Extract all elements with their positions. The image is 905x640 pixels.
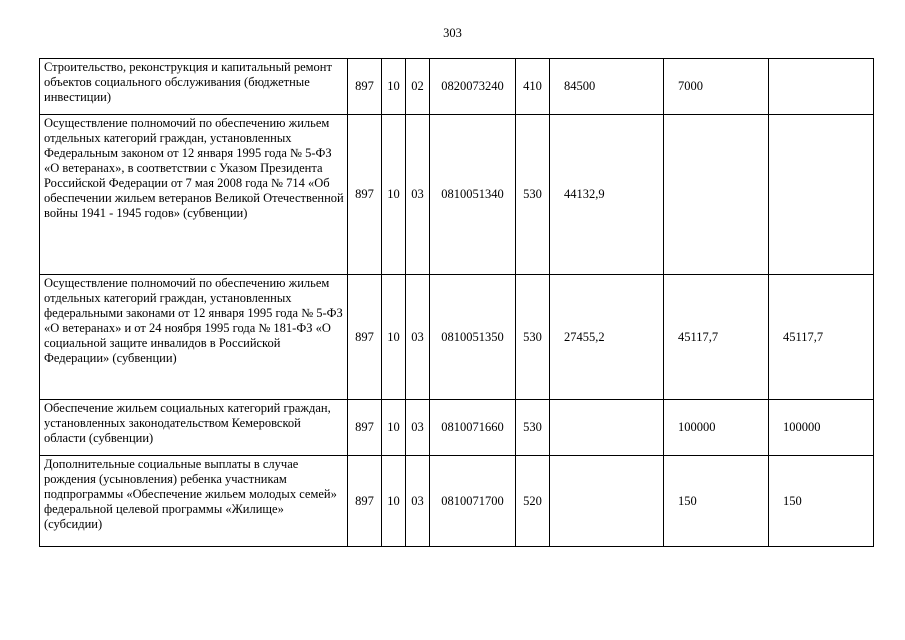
section-code: 10	[382, 400, 406, 456]
amount-3	[769, 115, 874, 275]
amount-1	[550, 456, 664, 547]
ministry-code: 897	[348, 275, 382, 400]
expense-type-code: 530	[516, 115, 550, 275]
amount-3	[769, 59, 874, 115]
subsection-code: 03	[406, 400, 430, 456]
page-number: 303	[443, 26, 462, 40]
amount-2: 45117,7	[664, 275, 769, 400]
expense-type-code: 520	[516, 456, 550, 547]
section-code: 10	[382, 115, 406, 275]
amount-1: 27455,2	[550, 275, 664, 400]
amount-1: 84500	[550, 59, 664, 115]
amount-2: 150	[664, 456, 769, 547]
target-article-code: 0810051340	[430, 115, 516, 275]
expense-type-code: 530	[516, 400, 550, 456]
row-description: Дополнительные социальные выплаты в случае рождения (усыновления) ребенка участникам подпрограммы «Обеспечение жильем молодых семей» федеральной целевой программы «Жилище» (субсидии)	[40, 456, 348, 547]
section-code: 10	[382, 275, 406, 400]
target-article-code: 0810071700	[430, 456, 516, 547]
row-description: Осуществление полномочий по обеспечению жильем отдельных категорий граждан, установленных Федеральным законом от 12 января 1995 года № 5-ФЗ «О ветеранах», в соответствии с Указом Президента Российской Федерации от 7 мая 2008 года № 714 «Об обеспечении жильем ветеранов Великой Отечественной войны 1941 - 1945 годов» (субвенции)	[40, 115, 348, 275]
row-description: Осуществление полномочий по обеспечению жильем отдельных категорий граждан, установленных федеральными законами от 12 января 1995 года № 5-ФЗ «О ветеранах» и от 24 ноября 1995 года № 181-ФЗ «О социальной защите инвалидов в Российской Федерации» (субвенции)	[40, 275, 348, 400]
section-code: 10	[382, 456, 406, 547]
amount-1: 44132,9	[550, 115, 664, 275]
section-code: 10	[382, 59, 406, 115]
subsection-code: 03	[406, 456, 430, 547]
ministry-code: 897	[348, 400, 382, 456]
expense-type-code: 530	[516, 275, 550, 400]
subsection-code: 02	[406, 59, 430, 115]
target-article-code: 0820073240	[430, 59, 516, 115]
ministry-code: 897	[348, 59, 382, 115]
amount-1	[550, 400, 664, 456]
amount-2: 100000	[664, 400, 769, 456]
amount-2: 7000	[664, 59, 769, 115]
target-article-code: 0810051350	[430, 275, 516, 400]
table-row	[40, 400, 874, 456]
amount-3: 150	[769, 456, 874, 547]
row-description: Строительство, реконструкция и капитальный ремонт объектов социального обслуживания (бюджетные инвестиции)	[40, 59, 348, 115]
table-row	[40, 275, 874, 400]
table-row	[40, 456, 874, 547]
subsection-code: 03	[406, 115, 430, 275]
target-article-code: 0810071660	[430, 400, 516, 456]
expense-type-code: 410	[516, 59, 550, 115]
ministry-code: 897	[348, 456, 382, 547]
amount-2	[664, 115, 769, 275]
row-description: Обеспечение жильем социальных категорий граждан, установленных законодательством Кемеровской области (субвенции)	[40, 400, 348, 456]
ministry-code: 897	[348, 115, 382, 275]
budget-table	[39, 58, 874, 547]
amount-3: 45117,7	[769, 275, 874, 400]
amount-3: 100000	[769, 400, 874, 456]
table-row	[40, 115, 874, 275]
subsection-code: 03	[406, 275, 430, 400]
table-row	[40, 59, 874, 115]
